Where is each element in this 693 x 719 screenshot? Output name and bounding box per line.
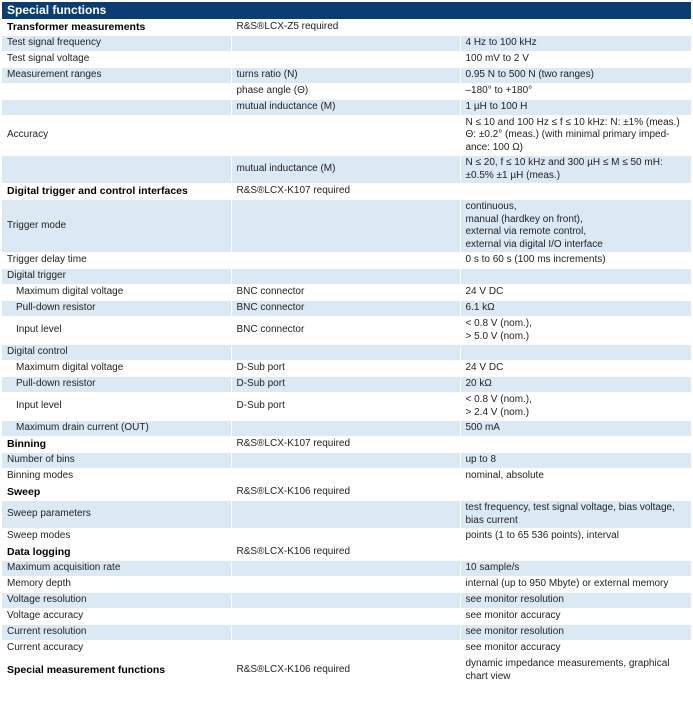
parameter-label: Number of bins <box>2 453 231 469</box>
spec-row <box>2 625 691 641</box>
value-line: > 5.0 V (nom.) <box>465 330 530 342</box>
parameter-condition: BNC connector <box>231 285 460 301</box>
parameter-value <box>460 83 691 99</box>
parameter-label: Test signal frequency <box>2 35 231 51</box>
value-line: 20 kΩ <box>465 378 492 390</box>
parameter-label: Current resolution <box>2 625 231 641</box>
spec-row <box>2 51 691 67</box>
spec-row <box>2 35 691 51</box>
parameter-condition <box>231 115 460 156</box>
value-line: external via digital I/O interface <box>465 238 603 250</box>
section-header-row <box>2 437 691 453</box>
parameter-condition <box>231 641 460 657</box>
parameter-condition <box>231 577 460 593</box>
spec-row <box>2 453 691 469</box>
spec-row <box>2 83 691 99</box>
parameter-condition <box>231 561 460 577</box>
spec-sheet <box>2 2 691 685</box>
parameter-label: Voltage resolution <box>2 593 231 609</box>
value-line: < 0.8 V (nom.), <box>465 318 532 329</box>
parameter-value <box>460 377 691 393</box>
spec-row <box>2 361 691 377</box>
parameter-value <box>460 156 691 184</box>
parameter-label: Measurement ranges <box>2 67 231 83</box>
parameter-label: Digital control <box>2 345 231 361</box>
parameter-value <box>460 345 691 361</box>
value-line: chart view <box>465 670 511 682</box>
parameter-condition <box>231 609 460 625</box>
parameter-condition: D-Sub port <box>231 393 460 421</box>
option-requirement: R&S®LCX-K106 required <box>231 485 460 501</box>
parameter-label: Voltage accuracy <box>2 609 231 625</box>
parameter-label: Input level <box>2 317 231 345</box>
spec-row <box>2 529 691 545</box>
spec-row <box>2 200 691 253</box>
value-line: 1 µH to 100 H <box>465 100 528 112</box>
spec-row <box>2 577 691 593</box>
value-line: 0.95 N to 500 N (two ranges) <box>465 68 594 80</box>
parameter-value <box>460 485 691 501</box>
section-heading: Data logging <box>2 545 231 561</box>
value-line: continuous, <box>465 201 517 212</box>
spec-row <box>2 99 691 115</box>
value-line: nominal, absolute <box>465 470 544 482</box>
parameter-condition <box>231 593 460 609</box>
spec-row <box>2 641 691 657</box>
parameter-label: Pull-down resistor <box>2 301 231 317</box>
value-line: ance: 100 Ω) <box>465 141 524 153</box>
option-requirement: R&S®LCX-K106 required <box>231 657 460 685</box>
section-header-row <box>2 545 691 561</box>
value-line: 24 V DC <box>465 362 504 374</box>
value-line: < 0.8 V (nom.), <box>465 394 532 405</box>
parameter-condition <box>231 469 460 485</box>
parameter-value <box>460 301 691 317</box>
value-line: ±0.5% ±1 µH (meas.) <box>465 169 561 181</box>
value-line: see monitor resolution <box>465 594 564 606</box>
parameter-value <box>460 657 691 685</box>
parameter-condition <box>231 269 460 285</box>
spec-row <box>2 301 691 317</box>
parameter-value <box>460 453 691 469</box>
spec-row <box>2 593 691 609</box>
parameter-value <box>460 545 691 561</box>
parameter-label: Sweep modes <box>2 529 231 545</box>
parameter-value <box>460 361 691 377</box>
spec-row <box>2 345 691 361</box>
spec-row <box>2 67 691 83</box>
spec-row <box>2 501 691 529</box>
value-line: external via remote control, <box>465 226 587 237</box>
value-line: 10 sample/s <box>465 562 520 574</box>
parameter-value <box>460 200 691 253</box>
parameter-label: Accuracy <box>2 115 231 156</box>
spec-row <box>2 253 691 269</box>
value-line: 4 Hz to 100 kHz <box>465 36 537 48</box>
spec-table <box>2 19 691 685</box>
parameter-condition <box>231 51 460 67</box>
parameter-value <box>460 184 691 200</box>
parameter-label: Memory depth <box>2 577 231 593</box>
value-line: dynamic impedance measurements, graphical <box>465 658 670 669</box>
value-line: points (1 to 65 536 points), interval <box>465 530 619 542</box>
parameter-value <box>460 115 691 156</box>
parameter-value <box>460 51 691 67</box>
parameter-value <box>460 67 691 83</box>
parameter-condition: BNC connector <box>231 301 460 317</box>
parameter-value <box>460 641 691 657</box>
parameter-value <box>460 393 691 421</box>
section-heading: Sweep <box>2 485 231 501</box>
parameter-value <box>460 593 691 609</box>
parameter-value <box>460 19 691 35</box>
parameter-value <box>460 625 691 641</box>
parameter-condition: mutual inductance (M) <box>231 99 460 115</box>
parameter-condition <box>231 35 460 51</box>
parameter-label: Test signal voltage <box>2 51 231 67</box>
parameter-label <box>2 99 231 115</box>
value-line: N ≤ 10 and 100 Hz ≤ f ≤ 10 kHz: N: ±1% (meas.) <box>465 116 680 128</box>
section-header-row <box>2 485 691 501</box>
value-line: see monitor accuracy <box>465 642 561 654</box>
parameter-value <box>460 35 691 51</box>
parameter-label: Input level <box>2 393 231 421</box>
option-requirement: R&S®LCX-K106 required <box>231 545 460 561</box>
spec-row <box>2 115 691 156</box>
spec-row <box>2 421 691 437</box>
parameter-value <box>460 501 691 529</box>
section-heading: Special measurement functions <box>2 657 231 685</box>
section-heading: Digital trigger and control interfaces <box>2 184 231 200</box>
parameter-condition <box>231 345 460 361</box>
spec-row <box>2 609 691 625</box>
parameter-condition: D-Sub port <box>231 361 460 377</box>
parameter-value <box>460 529 691 545</box>
spec-row <box>2 269 691 285</box>
parameter-condition: D-Sub port <box>231 377 460 393</box>
value-line: 500 mA <box>465 422 500 434</box>
parameter-label: Digital trigger <box>2 269 231 285</box>
parameter-value <box>460 317 691 345</box>
parameter-label <box>2 156 231 184</box>
parameter-label: Trigger mode <box>2 200 231 253</box>
value-line: 6.1 kΩ <box>465 302 495 314</box>
section-heading: Binning <box>2 437 231 453</box>
parameter-label <box>2 83 231 99</box>
section-heading: Transformer measurements <box>2 19 231 35</box>
spec-row <box>2 377 691 393</box>
parameter-value <box>460 421 691 437</box>
value-line: test frequency, test signal voltage, bias voltage, <box>465 502 675 513</box>
parameter-condition <box>231 529 460 545</box>
parameter-condition <box>231 200 460 253</box>
parameter-condition: phase angle (Θ) <box>231 83 460 99</box>
option-requirement: R&S®LCX-K107 required <box>231 184 460 200</box>
parameter-condition <box>231 501 460 529</box>
value-line: see monitor resolution <box>465 626 564 638</box>
value-line: manual (hardkey on front), <box>465 213 583 225</box>
parameter-condition <box>231 421 460 437</box>
spec-row <box>2 156 691 184</box>
spec-row <box>2 469 691 485</box>
parameter-value <box>460 285 691 301</box>
value-line: N ≤ 20, f ≤ 10 kHz and 300 µH ≤ M ≤ 50 mH: <box>465 157 663 168</box>
parameter-label: Current accuracy <box>2 641 231 657</box>
value-line: 100 mV to 2 V <box>465 52 529 64</box>
parameter-value <box>460 99 691 115</box>
value-line: 24 V DC <box>465 286 504 298</box>
parameter-condition: BNC connector <box>231 317 460 345</box>
value-line: see monitor accuracy <box>465 610 561 622</box>
parameter-label: Trigger delay time <box>2 253 231 269</box>
parameter-value <box>460 609 691 625</box>
parameter-condition <box>231 625 460 641</box>
value-line: up to 8 <box>465 454 497 466</box>
value-line: > 2.4 V (nom.) <box>465 406 530 418</box>
parameter-label: Maximum drain current (OUT) <box>2 421 231 437</box>
parameter-value <box>460 469 691 485</box>
parameter-value <box>460 437 691 453</box>
section-header-row <box>2 19 691 35</box>
spec-row <box>2 285 691 301</box>
spec-row <box>2 317 691 345</box>
parameter-condition: turns ratio (N) <box>231 67 460 83</box>
parameter-value <box>460 561 691 577</box>
value-line: Θ: ±0.2° (meas.) (with minimal primary imped- <box>465 129 670 140</box>
parameter-value <box>460 253 691 269</box>
parameter-value <box>460 269 691 285</box>
section-title-bar: Special functions <box>2 2 691 19</box>
spec-row <box>2 561 691 577</box>
parameter-label: Maximum digital voltage <box>2 361 231 377</box>
parameter-label: Maximum digital voltage <box>2 285 231 301</box>
value-line: –180° to +180° <box>465 84 533 96</box>
parameter-condition: mutual inductance (M) <box>231 156 460 184</box>
parameter-label: Maximum acquisition rate <box>2 561 231 577</box>
parameter-label: Binning modes <box>2 469 231 485</box>
parameter-label: Pull-down resistor <box>2 377 231 393</box>
parameter-value <box>460 577 691 593</box>
parameter-condition <box>231 453 460 469</box>
section-header-row <box>2 184 691 200</box>
value-line: internal (up to 950 Mbyte) or external memory <box>465 578 669 590</box>
value-line: bias current <box>465 514 518 526</box>
section-header-row <box>2 657 691 685</box>
parameter-condition <box>231 253 460 269</box>
parameter-label: Sweep parameters <box>2 501 231 529</box>
option-requirement: R&S®LCX-K107 required <box>231 437 460 453</box>
option-requirement: R&S®LCX-Z5 required <box>231 19 460 35</box>
value-line: 0 s to 60 s (100 ms increments) <box>465 254 606 266</box>
spec-row <box>2 393 691 421</box>
